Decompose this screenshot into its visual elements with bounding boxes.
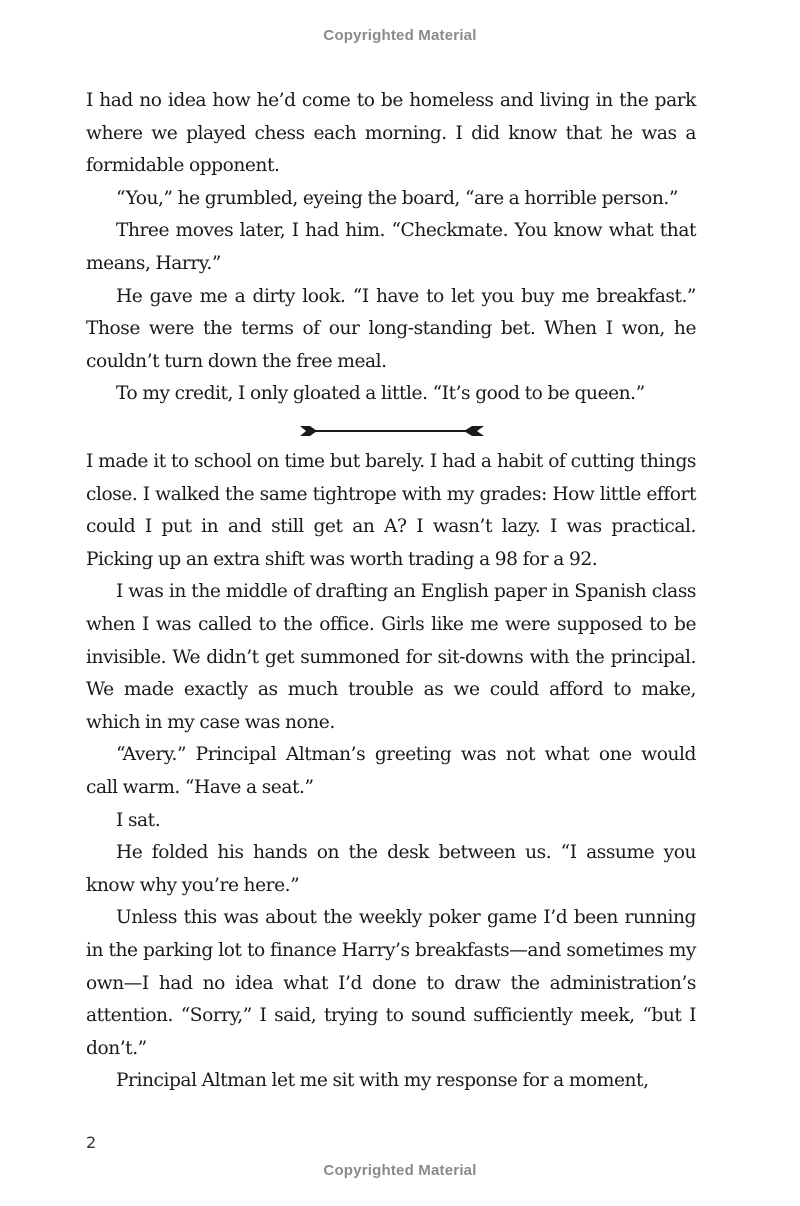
section-2-text <box>86 446 696 1098</box>
arrow-divider-icon <box>298 423 484 439</box>
footer-copyright: Copyrighted Material <box>323 1162 477 1179</box>
paragraph: “Avery.” Principal Altman’s greeting was not what one would call warm. “Have a seat.” <box>86 744 696 798</box>
header-copyright: Copyrighted Material <box>323 27 477 44</box>
paragraph: I had no idea how he’d come to be homeless and living in the park where we played chess each morning. I did know that he was a formidable opponent. <box>86 90 696 177</box>
paragraph: I made it to school on time but barely. I had a habit of cutting things close. I walked the same tightrope with my grades: How little effort could I put in and still get an A? I wasn’t lazy. I was practical. Picking up an extra shift was worth trading a 98 for a 92. <box>86 451 696 570</box>
paragraph: I was in the middle of drafting an English paper in Spanish class when I was called to the office. Girls like me were supposed to be invisible. We didn’t get summoned for sit-downs with the principal. We made exactly as much trouble as we could afford to make, which in my case was none. <box>86 581 696 733</box>
paragraph: I sat. <box>116 809 161 831</box>
paragraph: He gave me a dirty look. “I have to let you buy me breakfast.” Those were the terms of our long-standing bet. When I won, he couldn’t turn down the free meal. <box>86 285 696 372</box>
paragraph: He folded his hands on the desk between us. “I assume you know why you’re here.” <box>86 842 696 896</box>
paragraph: To my credit, I only gloated a little. “It’s good to be queen.” <box>116 383 645 405</box>
paragraph: Three moves later, I had him. “Checkmate. You know what that means, Harry.” <box>86 220 696 274</box>
section-1-text <box>86 85 696 411</box>
paragraph: Principal Altman let me sit with my response for a moment, <box>116 1070 649 1092</box>
paragraph: “You,” he grumbled, eyeing the board, “are a horrible person.” <box>116 187 678 209</box>
page-number: 2 <box>86 1133 97 1152</box>
paragraph: Unless this was about the weekly poker game I’d been running in the parking lot to finance Harry’s breakfasts—and sometimes my own—I had no idea what I’d done to draw the administration’s attention. “Sorry,” I said, trying to sound sufficiently meek, “but I don’t.” <box>86 907 696 1059</box>
